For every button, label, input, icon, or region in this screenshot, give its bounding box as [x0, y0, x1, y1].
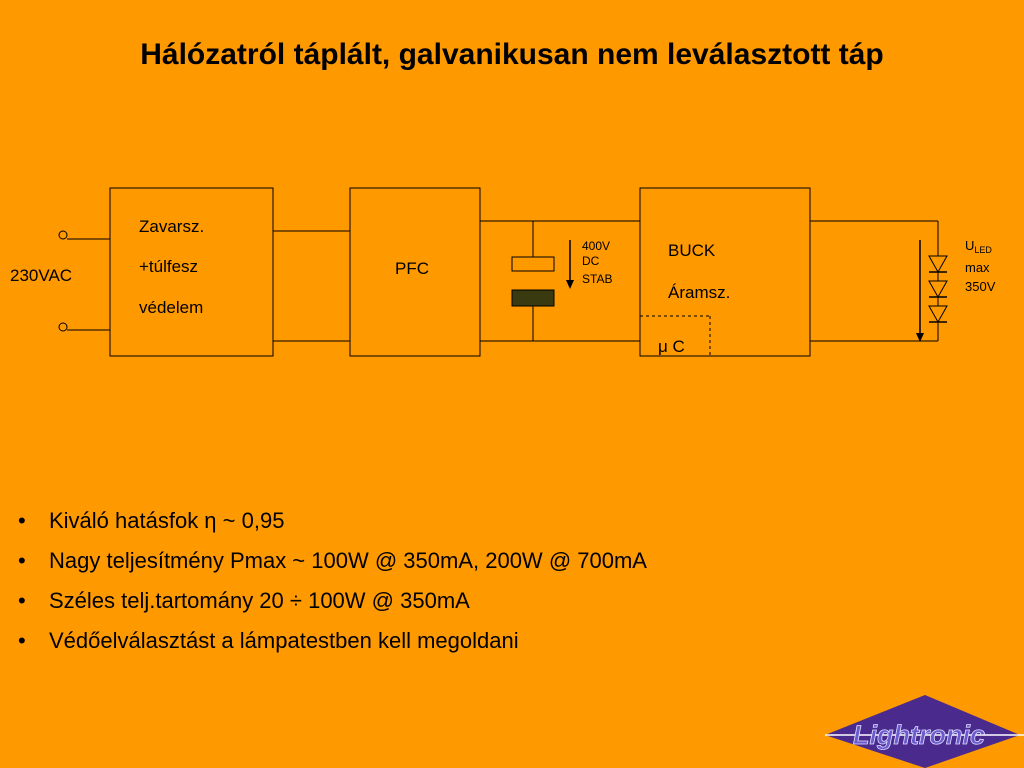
bullet-dot: • [18, 508, 26, 533]
lightronic-logo [825, 695, 1024, 768]
input-voltage-label: 230VAC [10, 266, 73, 285]
input-terminal-top [59, 231, 67, 239]
led-diode-1 [929, 256, 947, 272]
list-item [18, 585, 647, 625]
bullet-dot: • [18, 588, 26, 613]
buck-block [640, 188, 810, 356]
output-350v-label: 350V [965, 279, 996, 294]
voltage-arrow-head [566, 280, 574, 289]
bullet-dot: • [18, 548, 26, 573]
bullet-text-efficiency: Kiváló hatásfok η ~ 0,95 [49, 508, 285, 533]
feature-list [18, 505, 647, 665]
capacitor-plate-bottom [512, 290, 554, 306]
bullet-text-range: Széles telj.tartomány 20 ÷ 100W @ 350mA [49, 588, 470, 613]
input-terminal-bottom [59, 323, 67, 331]
list-item [18, 505, 647, 545]
capacitor-plate-top [512, 257, 554, 271]
page-title: Hálózatról táplált, galvanikusan nem leválasztott táp [140, 38, 884, 71]
protection-label-2: +túlfesz [139, 257, 199, 276]
led-diode-2 [929, 281, 947, 297]
bullet-text-isolation: Védőelválasztást a lámpatestben kell megoldani [49, 628, 519, 653]
logo-text: Lightronic [853, 720, 985, 750]
buck-label: BUCK [668, 241, 716, 260]
pfc-label: PFC [395, 259, 429, 278]
list-item [18, 545, 647, 585]
dc-bus-label-1: 400V [582, 239, 611, 253]
microcontroller-label: μ C [658, 337, 685, 356]
dc-bus-label-2: DC [582, 254, 600, 268]
protection-label-1: Zavarsz. [139, 217, 205, 236]
bullet-dot: • [18, 628, 26, 653]
protection-label-3: védelem [139, 298, 204, 317]
current-limit-label: Áramsz. [668, 283, 731, 302]
led-diode-3 [929, 306, 947, 322]
list-item [18, 625, 647, 665]
bullet-text-power: Nagy teljesítmény Pmax ~ 100W @ 350mA, 200W @ 700mA [49, 548, 647, 573]
dc-bus-label-3: STAB [582, 272, 613, 286]
output-max-label: max [965, 260, 990, 275]
output-voltage-label: $U_{LED}$ [965, 238, 992, 255]
